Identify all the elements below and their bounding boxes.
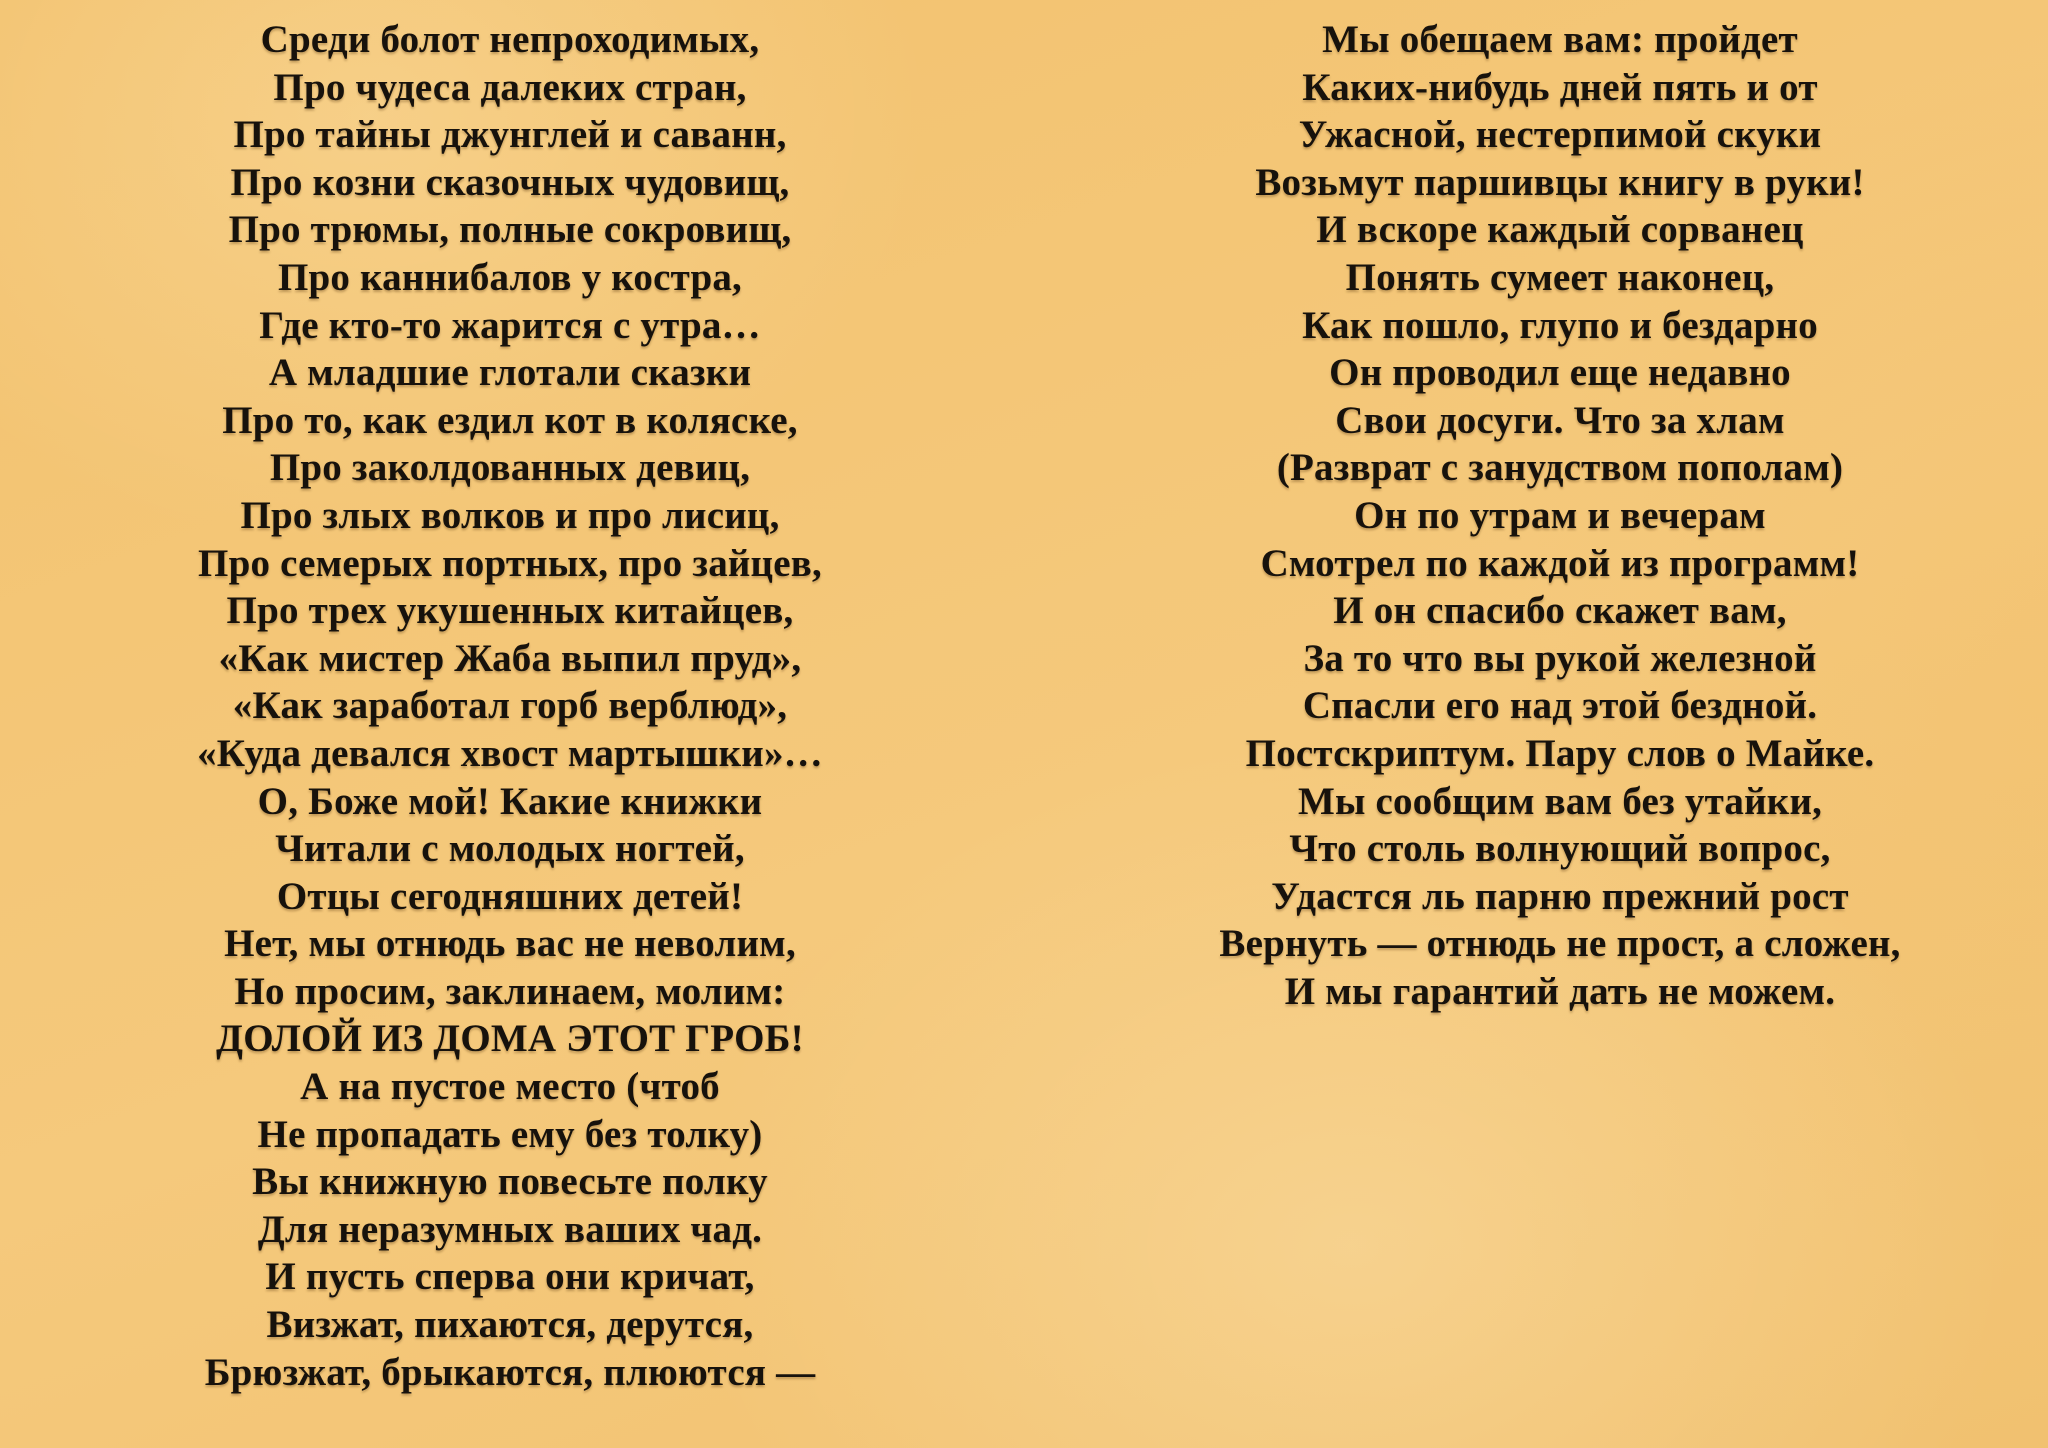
poem-line: Что столь волнующий вопрос, <box>1289 827 1831 871</box>
poem-line: И вскоре каждый сорванец <box>1316 208 1804 252</box>
poem-line: Но просим, заклинаем, молим: <box>234 969 786 1013</box>
poem-line: Про каннибалов у костра, <box>277 255 743 299</box>
poem-line: И пусть сперва они кричат, <box>265 1255 755 1299</box>
poem-line: Про заколдованных девиц, <box>269 446 751 490</box>
poem-column-right <box>1110 16 2010 1015</box>
poem-line-exclamation-caps: ДОЛОЙ ИЗ ДОМА ЭТОТ ГРОБ! <box>216 1017 804 1061</box>
poem-line: Вы книжную повесьте полку <box>252 1160 768 1204</box>
poem-line: И он спасибо скажет вам, <box>1333 589 1787 633</box>
poem-line: Визжат, пихаются, дерутся, <box>266 1303 754 1347</box>
poem-line: Про тайны джунглей и саванн, <box>233 113 787 157</box>
poem-line: Вернуть — отнюдь не прост, а сложен, <box>1219 922 1901 966</box>
poem-line: Удастся ль парню прежний рост <box>1271 874 1849 918</box>
poem-line: Про семерых портных, про зайцев, <box>198 541 822 585</box>
poem-line: Про то, как ездил кот в коляске, <box>222 398 798 442</box>
poem-line: Постскриптум. Пару слов о Майке. <box>1245 731 1875 775</box>
poem-line: (Разврат с занудством пополам) <box>1276 446 1844 490</box>
poem-line: Мы обещаем вам: пройдет <box>1322 18 1798 61</box>
poem-line: Про чудеса далеких стран, <box>273 65 747 109</box>
poem-line: Свои досуги. Что за хлам <box>1335 398 1785 442</box>
poem-line: Про злых волков и про лисиц, <box>240 493 780 537</box>
poem-line: Ужасной, нестерпимой скуки <box>1298 113 1822 157</box>
poem-line: «Куда девался хвост мартышки»… <box>197 731 823 775</box>
poem-line: Для неразумных ваших чад. <box>257 1207 763 1251</box>
poem-line: Про козни сказочных чудовищ, <box>230 160 790 204</box>
poem-line: «Как мистер Жаба выпил пруд», <box>218 636 802 680</box>
poem-line: Мы сообщим вам без утайки, <box>1297 779 1823 823</box>
poem-line: И мы гарантий дать не можем. <box>1284 969 1836 1013</box>
poem-line: Каких-нибудь дней пять и от <box>1302 65 1818 109</box>
poem-line: За то что вы рукой железной <box>1303 636 1817 680</box>
poem-line: О, Боже мой! Какие книжки <box>257 779 763 823</box>
poem-line: Возьмут паршивцы книгу в руки! <box>1255 160 1865 204</box>
poem-line: А на пустое место (чтоб <box>300 1065 720 1109</box>
poem-line: Про трех укушенных китайцев, <box>226 589 794 633</box>
poem-line: Как пошло, глупо и бездарно <box>1302 303 1818 347</box>
poem-line: А младшие глотали сказки <box>268 351 752 395</box>
poem-line: Отцы сегодняшних детей! <box>276 874 744 918</box>
poem-line: Не пропадать ему без толку) <box>257 1112 763 1156</box>
poem-line: Понять сумеет наконец, <box>1345 255 1775 299</box>
poem-column-left <box>60 16 960 1396</box>
poem-line: «Как заработал горб верблюд», <box>232 684 788 728</box>
poem-line: Среди болот непроходимых, <box>260 18 760 61</box>
poem-line: Где кто-то жарится с утра… <box>259 303 761 347</box>
poem-line: Спасли его над этой бездной. <box>1302 684 1818 728</box>
poem-line: Нет, мы отнюдь вас не неволим, <box>224 922 796 966</box>
poem-line: Он по утрам и вечерам <box>1354 493 1766 537</box>
poem-line: Смотрел по каждой из программ! <box>1260 541 1860 585</box>
poem-line: Читали с молодых ногтей, <box>275 827 745 871</box>
poem-line: Про трюмы, полные сокровищ, <box>228 208 792 252</box>
poem-line: Он проводил еще недавно <box>1329 351 1791 395</box>
poem-line: Брюзжат, брыкаются, плюются — <box>204 1350 816 1394</box>
